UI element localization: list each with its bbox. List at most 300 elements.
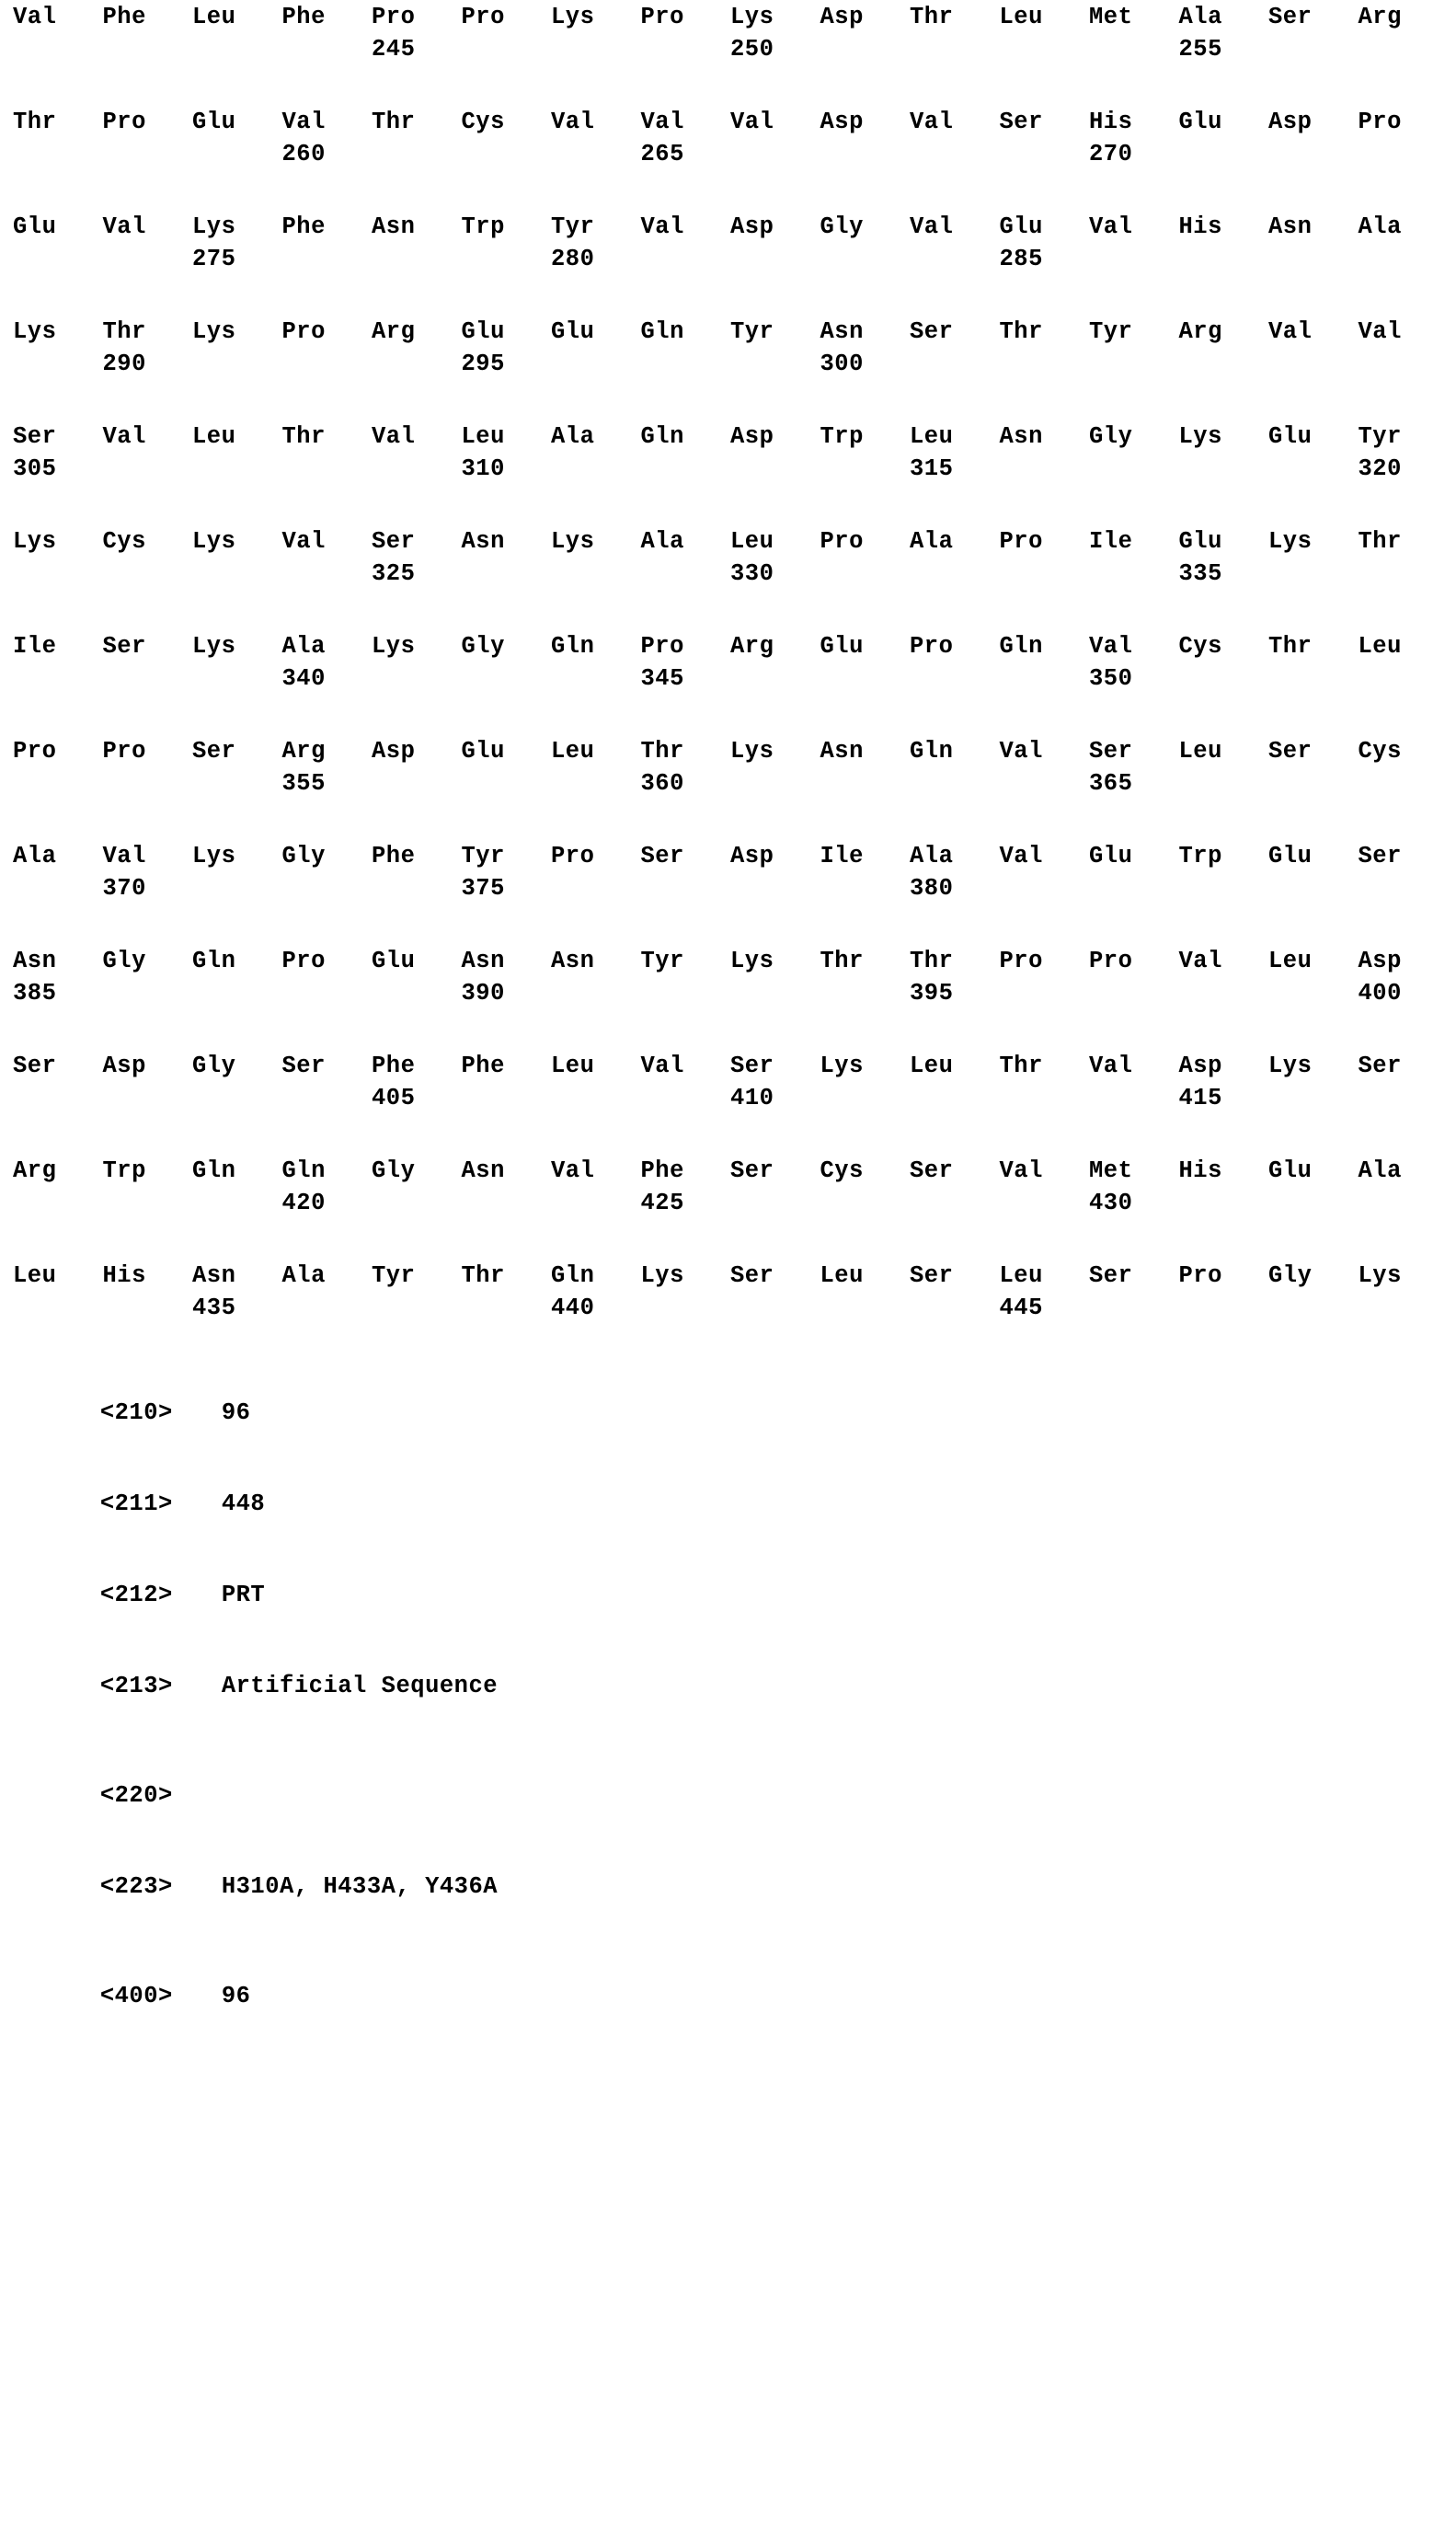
- residue: Pro: [281, 318, 326, 345]
- residue: Lys: [192, 843, 236, 869]
- residue: Thr: [281, 423, 326, 450]
- residue-number: [1179, 661, 1269, 697]
- residue: Ser: [640, 843, 684, 869]
- residue-number: [372, 661, 462, 697]
- residue-number: [103, 661, 193, 697]
- residue: Pro: [551, 843, 595, 869]
- residue: Lys: [551, 528, 595, 555]
- residue: Asp: [372, 738, 416, 765]
- residue-number: [1179, 765, 1269, 802]
- residue: Glu: [1178, 528, 1222, 555]
- residue: Ile: [1089, 528, 1133, 555]
- residue-number: 295: [461, 351, 505, 377]
- residue: Leu: [999, 1262, 1043, 1289]
- residue: Gly: [1268, 1262, 1313, 1289]
- residue: Glu: [1089, 843, 1133, 869]
- residue: Val: [999, 1157, 1043, 1184]
- residue: Pro: [13, 738, 57, 765]
- residue-number: [462, 1290, 552, 1327]
- residue-number: [1089, 241, 1179, 278]
- residue: Ala: [640, 528, 684, 555]
- residue-number: [1089, 346, 1179, 383]
- residue-number: [1000, 451, 1090, 488]
- residue-number: [192, 556, 282, 593]
- residue: Lys: [730, 948, 774, 974]
- residue-row: [13, 738, 1448, 765]
- residue: Val: [13, 4, 57, 30]
- residue-number: [1089, 870, 1179, 907]
- residue: Ser: [1089, 1262, 1133, 1289]
- residue-number: [282, 1080, 373, 1117]
- residue: Gln: [192, 1157, 236, 1184]
- residue: Leu: [192, 4, 236, 30]
- residue-number: [372, 346, 462, 383]
- residue-number: 280: [551, 246, 595, 272]
- feature-tag: <220>: [99, 1782, 173, 1809]
- residue-number: [103, 241, 193, 278]
- residue-number: [282, 241, 373, 278]
- residue: Ser: [910, 1262, 954, 1289]
- residue: Ala: [1358, 213, 1402, 240]
- residue-number: [641, 870, 731, 907]
- residue-number: [1359, 1185, 1449, 1222]
- residue-number: [282, 1290, 373, 1327]
- residue-number: [1179, 451, 1269, 488]
- residue: Lys: [192, 213, 236, 240]
- residue: Pro: [102, 738, 146, 765]
- residue: His: [1178, 213, 1222, 240]
- residue-number: [372, 1290, 462, 1327]
- residue-number: [551, 556, 641, 593]
- residue-number-row: [13, 346, 1448, 383]
- residue-number: [1000, 870, 1090, 907]
- residue-number: 245: [372, 36, 416, 63]
- residue: Tyr: [1358, 423, 1402, 450]
- residue: Asn: [1268, 213, 1313, 240]
- residue-number: [103, 136, 193, 173]
- residue: Ile: [820, 843, 864, 869]
- residue-number: [1179, 1290, 1269, 1327]
- residue: Ala: [910, 843, 954, 869]
- residue: Thr: [1358, 528, 1402, 555]
- residue: Ser: [372, 528, 416, 555]
- residue-number-row: [13, 1080, 1448, 1117]
- residue: Gly: [1089, 423, 1133, 450]
- residue-row: [13, 1053, 1448, 1080]
- sequence-group: [0, 1157, 1456, 1222]
- residue: Lys: [13, 318, 57, 345]
- residue: Trp: [1178, 843, 1222, 869]
- residue-number-row: [13, 765, 1448, 802]
- residue: Gln: [910, 738, 954, 765]
- residue-number: [910, 241, 1000, 278]
- residue-number: [282, 975, 373, 1012]
- residue-number: 310: [461, 455, 505, 482]
- residue-number: [820, 556, 911, 593]
- residue-number: [1000, 346, 1090, 383]
- residue-row: [13, 423, 1448, 451]
- residue-number: 340: [281, 665, 326, 692]
- residue: Lys: [730, 738, 774, 765]
- molecule-type-line: [13, 1549, 1456, 1640]
- residue-number: 290: [102, 351, 146, 377]
- residue: Ser: [1268, 738, 1313, 765]
- residue-row: [13, 4, 1448, 31]
- residue: Val: [372, 423, 416, 450]
- residue-number: 300: [820, 351, 864, 377]
- residue: Trp: [820, 423, 864, 450]
- residue: Asn: [192, 1262, 236, 1289]
- residue-number: 390: [461, 980, 505, 1007]
- residue-number: [551, 1185, 641, 1222]
- residue: Ser: [730, 1157, 774, 1184]
- residue-number: 315: [910, 455, 954, 482]
- residue: Ala: [1178, 4, 1222, 30]
- residue-number: [13, 1290, 103, 1327]
- residue-row: [13, 318, 1448, 346]
- sequence-group: [0, 948, 1456, 1012]
- residue-number: 345: [640, 665, 684, 692]
- residue: Lys: [730, 4, 774, 30]
- residue-number: [1268, 870, 1359, 907]
- residue: Ser: [281, 1053, 326, 1079]
- residue-number: [462, 31, 552, 68]
- residue: Tyr: [461, 843, 505, 869]
- sequence-tag: <400>: [99, 1983, 173, 2009]
- residue: Thr: [999, 318, 1043, 345]
- residue-number: 360: [640, 770, 684, 797]
- residue: Gly: [372, 1157, 416, 1184]
- sequence-group: [0, 633, 1456, 697]
- residue-number: 440: [551, 1295, 595, 1321]
- residue-number: [641, 1080, 731, 1117]
- residue-number: [103, 1185, 193, 1222]
- residue-number: [1000, 661, 1090, 697]
- residue-number: [551, 451, 641, 488]
- residue-number: [192, 1185, 282, 1222]
- residue-number-row: [13, 556, 1448, 593]
- residue: Arg: [372, 318, 416, 345]
- residue: Phe: [281, 213, 326, 240]
- residue-number: [282, 870, 373, 907]
- residue: Asn: [461, 528, 505, 555]
- residue-number: 385: [13, 980, 57, 1007]
- residue: Trp: [461, 213, 505, 240]
- residue: Asp: [102, 1053, 146, 1079]
- residue: Leu: [192, 423, 236, 450]
- other-information-tag: <223>: [99, 1873, 173, 1900]
- organism-tag: <213>: [99, 1673, 173, 1699]
- residue-number: [192, 765, 282, 802]
- residue-number: 330: [730, 560, 774, 587]
- length-value: 448: [221, 1490, 266, 1517]
- residue-number: [13, 765, 103, 802]
- residue: Lys: [372, 633, 416, 660]
- residue-number: [192, 346, 282, 383]
- residue-number: [1268, 241, 1359, 278]
- residue-number: [103, 975, 193, 1012]
- residue: Pro: [999, 948, 1043, 974]
- residue: Pro: [640, 4, 684, 30]
- residue: Thr: [13, 109, 57, 135]
- residue-number: [103, 451, 193, 488]
- residue-number: [1359, 31, 1449, 68]
- residue: Glu: [13, 213, 57, 240]
- residue: Thr: [910, 948, 954, 974]
- residue-number: [820, 1290, 911, 1327]
- residue-number: [551, 1080, 641, 1117]
- residue: Gln: [551, 633, 595, 660]
- residue: Asp: [730, 213, 774, 240]
- residue-number: 430: [1089, 1190, 1133, 1216]
- residue-number: [1268, 31, 1359, 68]
- residue-number: 445: [999, 1295, 1043, 1321]
- residue-number: [103, 765, 193, 802]
- residue: Val: [1089, 633, 1133, 660]
- residue: Arg: [730, 633, 774, 660]
- residue: Val: [640, 109, 684, 135]
- residue: Ala: [910, 528, 954, 555]
- residue: Leu: [910, 1053, 954, 1079]
- residue-number: [1000, 765, 1090, 802]
- length-line: [13, 1458, 1456, 1549]
- residue-number: [1179, 1185, 1269, 1222]
- residue: Val: [1358, 318, 1402, 345]
- residue-number: [1268, 661, 1359, 697]
- residue-number: 265: [640, 141, 684, 167]
- residue: Thr: [461, 1262, 505, 1289]
- residue: Cys: [461, 109, 505, 135]
- residue: Phe: [640, 1157, 684, 1184]
- residue: Ser: [730, 1262, 774, 1289]
- residue: Lys: [820, 1053, 864, 1079]
- residue-number: [1268, 451, 1359, 488]
- residue-number: [1089, 556, 1179, 593]
- residue: Asn: [820, 738, 864, 765]
- residue: Tyr: [640, 948, 684, 974]
- residue-number: [820, 451, 911, 488]
- residue-number: [641, 556, 731, 593]
- residue-number: 435: [192, 1295, 236, 1321]
- residue: Tyr: [730, 318, 774, 345]
- residue: Gly: [461, 633, 505, 660]
- residue-number: 335: [1178, 560, 1222, 587]
- residue: Glu: [461, 738, 505, 765]
- residue-number: [13, 346, 103, 383]
- residue-number-row: [13, 870, 1448, 907]
- residue: Thr: [999, 1053, 1043, 1079]
- residue-number: 305: [13, 455, 57, 482]
- residue-number: [462, 1185, 552, 1222]
- residue: Phe: [461, 1053, 505, 1079]
- residue-number: [103, 556, 193, 593]
- residue: Ser: [910, 318, 954, 345]
- residue-number: [820, 1185, 911, 1222]
- residue: Val: [281, 109, 326, 135]
- residue-number-row: [13, 241, 1448, 278]
- residue: Thr: [910, 4, 954, 30]
- residue-number: 405: [372, 1085, 416, 1111]
- residue: Lys: [1268, 1053, 1313, 1079]
- residue-number: [282, 556, 373, 593]
- residue: Ser: [1089, 738, 1133, 765]
- residue-row: [13, 213, 1448, 241]
- residue-number: 355: [281, 770, 326, 797]
- residue: Ala: [13, 843, 57, 869]
- residue: Pro: [281, 948, 326, 974]
- residue: Pro: [1358, 109, 1402, 135]
- residue: Leu: [551, 738, 595, 765]
- residue: Tyr: [372, 1262, 416, 1289]
- residue: Asn: [820, 318, 864, 345]
- residue: Asn: [13, 948, 57, 974]
- residue-number: [1359, 346, 1449, 383]
- residue: Gly: [820, 213, 864, 240]
- sequence-group: [0, 528, 1456, 593]
- residue: Leu: [730, 528, 774, 555]
- residue-number: [1179, 870, 1269, 907]
- residue-number: [1179, 975, 1269, 1012]
- residue-number: [1359, 556, 1449, 593]
- residue-number: [1268, 556, 1359, 593]
- residue-number: [1359, 1080, 1449, 1117]
- residue-number: 270: [1089, 141, 1133, 167]
- residue-number-row: [13, 661, 1448, 697]
- residue: Leu: [1358, 633, 1402, 660]
- residue-number: 395: [910, 980, 954, 1007]
- residue: Thr: [102, 318, 146, 345]
- residue-number: [372, 451, 462, 488]
- residue: Lys: [1268, 528, 1313, 555]
- residue-number: [820, 136, 911, 173]
- residue: Gly: [281, 843, 326, 869]
- organism-value: Artificial Sequence: [221, 1673, 499, 1699]
- residue: Asp: [730, 423, 774, 450]
- residue-number: [641, 975, 731, 1012]
- residue-number: 425: [640, 1190, 684, 1216]
- residue-number: [730, 346, 820, 383]
- residue-number: [13, 661, 103, 697]
- residue: Gln: [551, 1262, 595, 1289]
- residue-number: [103, 1080, 193, 1117]
- residue-number-row: [13, 136, 1448, 173]
- residue: Met: [1089, 4, 1133, 30]
- residue-number: [1268, 1290, 1359, 1327]
- residue-number: [13, 31, 103, 68]
- residue-number: [462, 136, 552, 173]
- residue-number: [1268, 136, 1359, 173]
- residue: Val: [1089, 1053, 1133, 1079]
- residue-number: [372, 975, 462, 1012]
- residue-number: [641, 31, 731, 68]
- residue-number: [1000, 1080, 1090, 1117]
- residue-number: [730, 765, 820, 802]
- residue-number: [641, 1290, 731, 1327]
- residue: Val: [640, 213, 684, 240]
- residue-number: [1000, 31, 1090, 68]
- residue: Arg: [13, 1157, 57, 1184]
- residue-number: [910, 1185, 1000, 1222]
- residue: Pro: [910, 633, 954, 660]
- residue-number: [1359, 1290, 1449, 1327]
- residue-number: [372, 1185, 462, 1222]
- residue: Phe: [102, 4, 146, 30]
- residue-number: [462, 1080, 552, 1117]
- sequence-value: 96: [221, 1983, 251, 2009]
- residue: Pro: [999, 528, 1043, 555]
- residue-number: [103, 1290, 193, 1327]
- residue: Ser: [999, 109, 1043, 135]
- residue: Cys: [102, 528, 146, 555]
- residue-row: [13, 1157, 1448, 1185]
- residue-number: [820, 975, 911, 1012]
- residue: Thr: [372, 109, 416, 135]
- residue-number: [372, 870, 462, 907]
- residue: Lys: [192, 633, 236, 660]
- residue: Ser: [13, 1053, 57, 1079]
- residue: Asn: [461, 1157, 505, 1184]
- residue-number: 350: [1089, 665, 1133, 692]
- residue: Ala: [281, 633, 326, 660]
- residue-number: [910, 661, 1000, 697]
- residue: Glu: [551, 318, 595, 345]
- residue-number: [820, 870, 911, 907]
- residue-number: 375: [461, 875, 505, 902]
- residue-number: [1089, 1080, 1179, 1117]
- residue: Val: [1178, 948, 1222, 974]
- residue: Pro: [820, 528, 864, 555]
- other-information-line: [13, 1841, 1456, 1932]
- residue-number: [1000, 136, 1090, 173]
- residue: Tyr: [1089, 318, 1133, 345]
- residue: Lys: [192, 318, 236, 345]
- residue-number: [730, 1185, 820, 1222]
- residue-number: [1179, 346, 1269, 383]
- residue: Ser: [1358, 1053, 1402, 1079]
- residue: Val: [281, 528, 326, 555]
- residue-number: [1000, 556, 1090, 593]
- residue: Val: [102, 213, 146, 240]
- residue: Glu: [999, 213, 1043, 240]
- residue: Glu: [1268, 423, 1313, 450]
- residue-row: [13, 948, 1448, 975]
- residue-number: [910, 1290, 1000, 1327]
- residue: Ser: [1268, 4, 1313, 30]
- residue: Pro: [1178, 1262, 1222, 1289]
- residue: Asp: [1178, 1053, 1222, 1079]
- residue-number: [820, 31, 911, 68]
- residue-number: [192, 975, 282, 1012]
- residue-number: [730, 870, 820, 907]
- residue: Pro: [461, 4, 505, 30]
- residue: Val: [551, 1157, 595, 1184]
- residue-number: [641, 346, 731, 383]
- residue: Glu: [461, 318, 505, 345]
- residue-number: [820, 765, 911, 802]
- residue-number: [910, 765, 1000, 802]
- residue-number: [551, 975, 641, 1012]
- residue: Asp: [820, 109, 864, 135]
- residue: Cys: [820, 1157, 864, 1184]
- residue: Gly: [102, 948, 146, 974]
- residue-number: [1359, 661, 1449, 697]
- residue-number: 370: [102, 875, 146, 902]
- residue-number: [910, 31, 1000, 68]
- molecule-type-tag: <212>: [99, 1582, 173, 1608]
- residue: Val: [999, 738, 1043, 765]
- residue: Glu: [1268, 843, 1313, 869]
- residue-number: [192, 31, 282, 68]
